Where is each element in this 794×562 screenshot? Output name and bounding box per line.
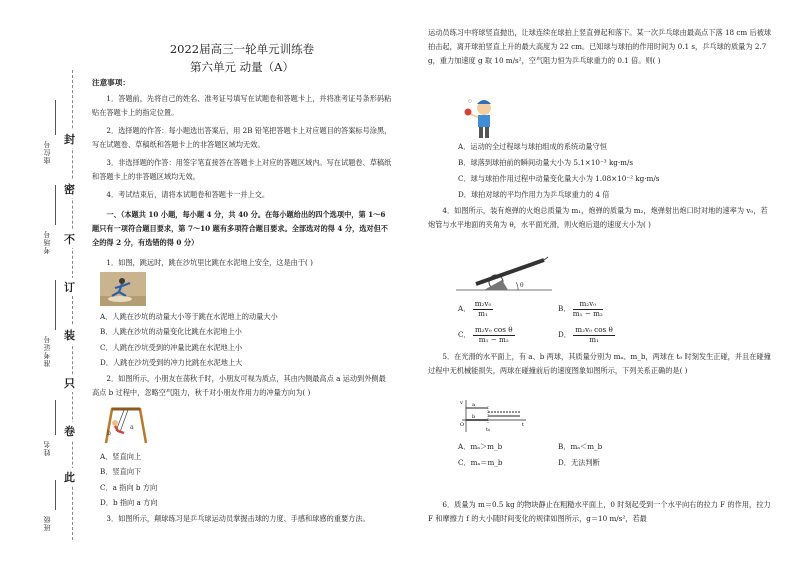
fraction-numerator: m₂v₀ cos θ: [474, 325, 513, 334]
note-item: 3．非选择题的作答：用签字笔直接答在答题卡上对应的答题区域内。写在试题卷、草稿纸和答题卡上的非答题区域均无效。: [92, 158, 392, 182]
t0-label: t₀: [486, 427, 491, 433]
fraction-numerator: m₂v₀: [573, 300, 603, 310]
q3-option-a: A．运动的全过程球与球拍组成的系统动量守恒: [458, 142, 607, 151]
q1-option-a: A．人跳在沙坑的动量大小等于跳在水泥地上的动量大小: [100, 312, 278, 321]
q3-stem-continued: 运动员练习中将球竖直抛出，让球连续在球拍上竖直弹起和落下。某一次乒乓球由最高点下落 18 cm 后被球拍击起，离开球拍竖直上升的最大高度为 22 cm。已知球与球拍的作用时间为 0.1 s，乒乓球的质量为 2.7 g，重力加速度 g 取 10 m/s²，空气阻力恒为乒乓球重力的 0.1 倍。则( ): [428, 28, 772, 66]
class-line: [55, 480, 56, 510]
q5-option-b: B．mₐ＜m_b: [558, 442, 603, 451]
q1-stem: 1．如图，跳远时，跳在沙坑里比跳在水泥地上安全，这是由于( ): [106, 258, 313, 267]
q1-option-c: C．人跳在沙坑受到的冲量比跳在水泥地上小: [100, 343, 243, 352]
origin-label: O: [460, 422, 465, 428]
cannon-figure: [456, 254, 552, 296]
q6-stem: 6．质量为 m＝0.5 kg 的物块静止在粗糙水平面上，0 时刻起受到一个水平向右的拉力 F 的作用，拉力 F 和摩擦力 f 的大小随时间变化的规律如图所示，g＝10 m/s²，若最: [428, 500, 771, 524]
ball-b-label: b: [472, 414, 476, 420]
q5-option-c: C．mₐ＝m_b: [458, 458, 503, 467]
section-heading: 一、（本题共 10 小题，每小题 4 分，共 40 分。在每小题给出的四个选项中，第 1～6 题只有一项符合题目要求，第 7～10 题有多项符合题目要求。全部选对的得 4 分，选对但不全的得 2 分，有选错的得 0 分）: [92, 210, 388, 248]
seal-char: 此: [64, 468, 75, 486]
fraction-numerator: m₂v₀: [474, 299, 492, 308]
fraction-numerator: m₂v₀ cos θ: [575, 325, 613, 334]
q4-stem: 4．如图所示，装有炮弹的火炮总质量为 m₁，炮弹的质量为 m₂，炮弹射出炮口时对地的速率为 v₀，若炮管与水平地面的夹角为 θ，水平面光滑，则火炮后退的速度大小为( ): [428, 206, 768, 230]
seat-number-label: 座位号: [43, 140, 51, 164]
exam-title: 2022届高三一轮单元训练卷: [169, 42, 315, 56]
name-line: [55, 400, 56, 435]
option-key: D．: [558, 330, 571, 340]
q3-stem-start: 3．如图所示，颠球练习是乒乓球运动员掌握击球的力度、手感和球感的重要方法。: [106, 514, 370, 523]
q5-stem: 5．在光滑的水平面上，有 a、b 两球，其质量分别为 mₐ、m_b，两球在 t₀ 时刻发生正碰，并且在碰撞过程中无机械能损失，两球在碰撞前后的速度图象如图所示，下列关系正确的是( ): [428, 352, 771, 376]
q3-option-c: C．球与球拍作用过程中动量变化量大小为 1.08×10⁻² kg·m/s: [458, 174, 660, 183]
fraction-denominator: m₁: [589, 334, 599, 344]
seal-char: 密: [64, 180, 75, 198]
q2-stem: 2．如图所示，小朋友在荡秋千时，小朋友可视为质点，其由内侧最高点 a 运动到外侧最高点 b 过程中，忽略空气阻力，秋千对小朋友作用力的冲量方向为( ): [92, 374, 386, 398]
q2-option-c: C．a 指向 b 方向: [100, 483, 158, 492]
seal-char: 订: [64, 278, 75, 296]
exam-room-label: 考场号: [43, 230, 51, 254]
q4-option-a: [458, 300, 493, 318]
seat-number-line: [55, 100, 56, 135]
binding-margin: [0, 30, 92, 550]
q5-option-d: D．无法判断: [558, 458, 600, 467]
fraction-denominator: m₁: [478, 308, 488, 318]
q5-option-a: A．mₐ＞m_b: [458, 442, 503, 451]
q1-option-b: B．人跳在沙坑的动量变化比跳在水泥地上小: [100, 327, 242, 336]
svg-text:b: b: [107, 430, 111, 437]
ball-a-label: a: [472, 402, 475, 408]
seal-char: 只: [64, 374, 75, 392]
class-label: 班级: [43, 515, 51, 531]
fraction-denominator: m₁ − m₂: [478, 334, 509, 344]
long-jump-photo: [100, 272, 146, 306]
fraction-denominator: m₁ − m₂: [572, 308, 603, 318]
admission-number-label: 准考证号: [43, 335, 51, 367]
note-item: 2．选择题的作答：每小题选出答案后，用 2B 铅笔把答题卡上对应题目的答案标号涂黑，写在试题卷、草稿纸和答题卡上的非答题区域均无效。: [92, 126, 392, 150]
seal-char: 卷: [64, 422, 75, 440]
swing-figure: [102, 405, 150, 445]
q4-option-c: [458, 326, 515, 344]
table-tennis-player-figure: [464, 96, 504, 140]
svg-text:a: a: [130, 424, 134, 431]
exam-subtitle: 第六单元 动量（A）: [190, 60, 294, 74]
q3-option-b: B．球落到球拍前的瞬间动量大小为 5.1×10⁻³ kg·m/s: [458, 158, 634, 167]
v-axis-label: v: [460, 400, 463, 406]
q2-option-b: B．竖直向下: [100, 467, 142, 476]
note-item: 1．答题前，先将自己的姓名、准考证号填写在试题卷和答题卡上，并将准考证号条形码粘贴在答题卡上的指定位置。: [92, 94, 392, 118]
option-key: B．: [558, 304, 571, 314]
seal-char: 不: [64, 230, 75, 248]
admission-number-line: [55, 280, 56, 330]
t-axis-label: t: [522, 422, 525, 428]
velocity-time-graph: [458, 398, 528, 438]
q2-option-a: A．竖直向上: [100, 452, 142, 461]
option-key: A．: [458, 304, 471, 314]
q4-option-d: [558, 326, 615, 344]
q1-option-d: D．人跳在沙坑受到的冲力比跳在水泥地上大: [100, 358, 243, 367]
seal-char: 装: [64, 326, 75, 344]
exam-room-line: [55, 185, 56, 225]
note-item: 4．考试结束后，请将本试题卷和答题卡一并上交。: [106, 190, 270, 199]
seal-char: 封: [64, 130, 75, 148]
theta-label: θ: [520, 282, 524, 289]
option-key: C．: [458, 330, 471, 340]
q4-option-b: [558, 300, 603, 318]
q3-option-d: D．球拍对球的平均作用力为乒乓球重力的 4 倍: [458, 190, 610, 199]
notes-heading: 注意事项：: [92, 78, 130, 87]
q2-option-d: D．b 指向 a 方向: [100, 498, 158, 507]
name-label: 姓名: [43, 440, 51, 456]
